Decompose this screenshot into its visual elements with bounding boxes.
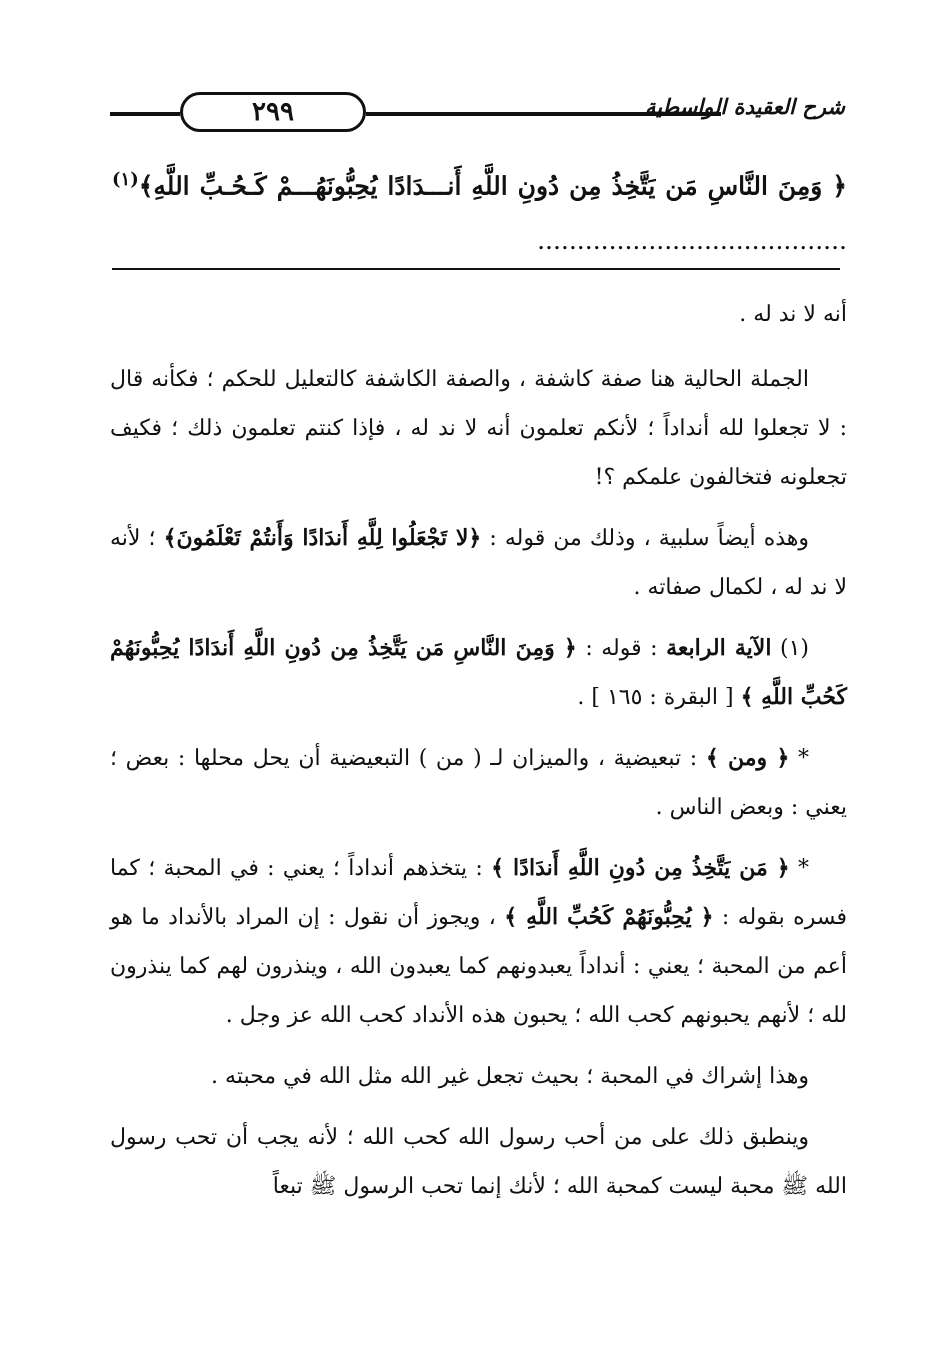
book-title: شرح العقيدة الواسطية bbox=[644, 94, 845, 119]
footnote-mid: : قوله : bbox=[576, 636, 667, 661]
paragraph-andad-mid: : يتخذهم أنداداً ؛ يعني : في المحبة ؛ كما فسره بقوله : bbox=[110, 856, 847, 930]
paragraph-min-post: : تبعيضية ، والميزان لـ ( من ) التبعيضية أن يحل محلها : بعض ؛ يعني : وبعض الناس . bbox=[110, 746, 847, 820]
quranic-verse-top bbox=[112, 152, 847, 268]
section-divider bbox=[112, 268, 840, 270]
footnote-verse: ﴿ وَمِنَ النَّاسِ مَن يَتَّخِذُ مِن دُونِ اللَّهِ أَندَادًا يُحِبُّونَهُمْ كَحُبِّ اللَّهِ ﴾ bbox=[110, 635, 847, 710]
paragraph-3-verse: ﴿لا تَجْعَلُوا لِلَّهِ أَندَادًا وَأَنتُمْ تَعْلَمُونَ﴾ bbox=[163, 525, 482, 551]
footnote-number: (١) bbox=[771, 636, 809, 661]
bullet-star: * bbox=[789, 746, 809, 771]
paragraph-andad bbox=[110, 844, 847, 1040]
dotted-leader: ....................................... bbox=[537, 226, 847, 256]
paragraph-andad-verse-1: ﴿ مَن يَتَّخِذُ مِن دُونِ اللَّهِ أَندَادًا ﴾ bbox=[491, 855, 790, 881]
footnote-paragraph bbox=[110, 624, 847, 722]
page-header bbox=[110, 88, 845, 132]
commentary-body bbox=[110, 290, 847, 1211]
paragraph-andad-verse-2: ﴿ يُحِبُّونَهُمْ كَحُبِّ اللَّهِ ﴾ bbox=[504, 904, 714, 930]
paragraph-min bbox=[110, 734, 847, 832]
header-rule-left bbox=[110, 112, 180, 116]
paragraph-3-post: ؛ لأنه لا ند له ، لكمال صفاته . bbox=[110, 526, 847, 600]
paragraph-last: وينطبق ذلك على من أحب رسول الله كحب الله ؛ لأنه يجب أن تحب رسول الله ﷺ محبة ليست كمحبة الله ؛ لأنك إنما تحب الرسول ﷺ تبعاً bbox=[110, 1125, 847, 1199]
footnote-reference: (١) bbox=[112, 169, 139, 190]
paragraph-min-verse: ﴿ ومن ﴾ bbox=[705, 745, 790, 771]
paragraph-2: الجملة الحالية هنا صفة كاشفة ، والصفة الكاشفة كالتعليل للحكم ؛ فكأنه قال : لا تجعلوا لله أنداداً ؛ لأنكم تعلمون أنه لا ند له ، فإذا كنتم تعلمون ذلك ؛ فكيف تجعلونه فتخالفون علمكم ؟! bbox=[110, 367, 847, 490]
paragraph-ishrak: وهذا إشراك في المحبة ؛ بحيث تجعل غير الله مثل الله في محبته . bbox=[211, 1064, 809, 1089]
paragraph-1: أنه لا ند له . bbox=[739, 302, 847, 327]
verse-text: ﴿ وَمِنَ النَّاسِ مَن يَتَّخِذُ مِن دُونِ اللَّهِ أَنـــدَادًا يُحِبُّونَهُـــمْ كَـحُـبِّ اللَّهِ﴾ bbox=[138, 171, 847, 201]
paragraph-3-pre: وهذه أيضاً سلبية ، وذلك من قوله : bbox=[481, 526, 810, 551]
paragraph-andad-post: ، ويجوز أن نقول : إن المراد بالأنداد ما هو أعم من المحبة ؛ يعني : أنداداً يعبدونهم كما يعبدون الله ، وينذرون لهم كما ينذرون لله ؛ لأنهم يحبونهم كحب الله ؛ يحبون هذه الأنداد كحب الله عز وجل . bbox=[110, 905, 847, 1028]
bullet-star: * bbox=[789, 856, 810, 881]
paragraph-3 bbox=[110, 514, 847, 612]
footnote-label: الآية الرابعة bbox=[666, 635, 772, 661]
footnote-citation: [ البقرة : ١٦٥ ] . bbox=[577, 685, 741, 710]
page-number: ٢٩٩ bbox=[180, 92, 366, 132]
